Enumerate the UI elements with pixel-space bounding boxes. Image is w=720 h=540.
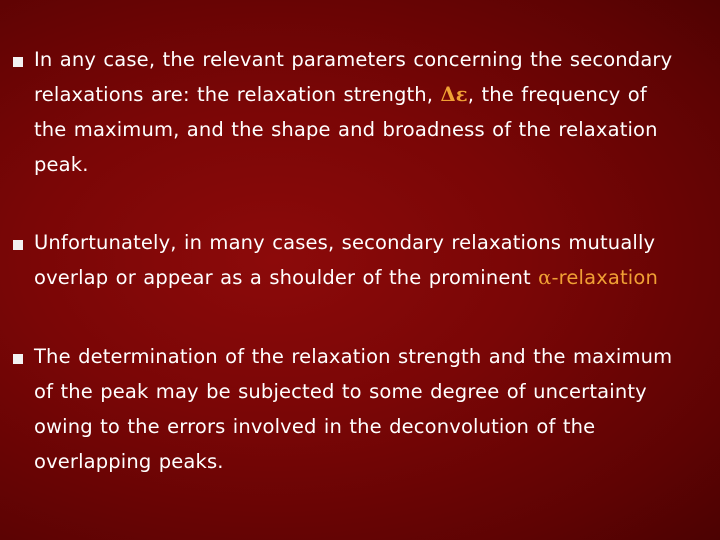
text-segment: -relaxation: [551, 266, 658, 289]
text-line: The determination of the relaxation strength and the maximum: [34, 345, 673, 368]
text-segment: relaxations are: the relaxation strength,: [34, 83, 434, 106]
text-line: overlapping peaks.: [34, 450, 224, 473]
bullet-square-icon: [13, 57, 23, 67]
text-segment: , the frequency of: [467, 83, 647, 106]
bullet-text: [34, 225, 710, 295]
alpha-symbol: α: [538, 266, 552, 289]
delta-epsilon-symbol: Δε: [440, 83, 468, 106]
text-line: owing to the errors involved in the deconvolution of the: [34, 415, 596, 438]
text-line: [34, 260, 710, 295]
bullet-text: [34, 42, 710, 182]
alpha-relaxation-label: [538, 266, 658, 289]
bullet-square-icon: [13, 240, 23, 250]
text-line: the maximum, and the shape and broadness of the relaxation: [34, 118, 658, 141]
text-line: Unfortunately, in many cases, secondary relaxations mutually: [34, 231, 656, 254]
text-segment: overlap or appear as a shoulder of the prominent: [34, 266, 531, 289]
text-line: peak.: [34, 153, 89, 176]
text-line: In any case, the relevant parameters concerning the secondary: [34, 48, 673, 71]
bullet-text: [34, 339, 710, 479]
text-line: [34, 77, 710, 112]
bullet-square-icon: [13, 354, 23, 364]
text-line: of the peak may be subjected to some degree of uncertainty: [34, 380, 647, 403]
